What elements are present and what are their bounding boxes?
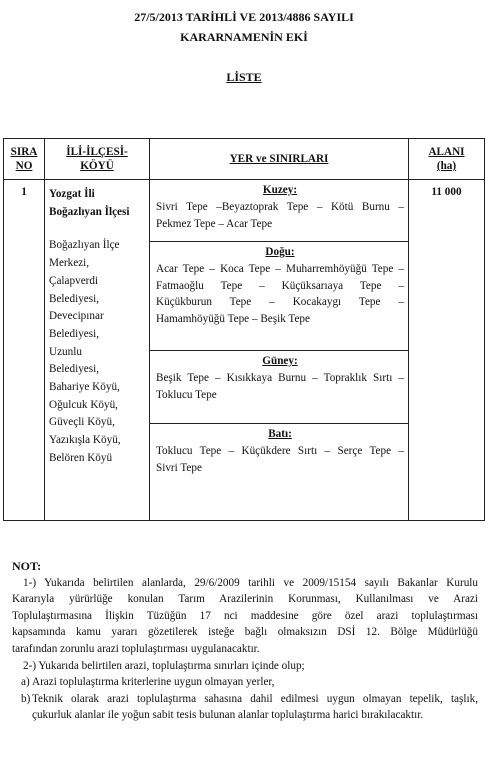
locality-line: Oğulcuk Köyü, (49, 398, 118, 411)
note-2b-line: Teknik olarak arazi toplulaştırma sahasına dahil edilmesi uygun olmayan tepelik, taşlık, (32, 692, 478, 705)
row-area: 11 000 (409, 180, 485, 521)
direction-block (150, 180, 408, 242)
direction-line: Küçükburun Tepe – Kocakaygı Tepe – (156, 296, 404, 309)
direction-block (150, 424, 408, 520)
locality-line: Belediyesi, (49, 327, 100, 340)
col-no-line1: SIRA (10, 146, 38, 158)
direction-title: Güney: (262, 355, 298, 367)
header-line-1: 27/5/2013 TARİHLİ VE 2013/4886 SAYILI (134, 10, 354, 24)
col-area-header (409, 139, 485, 180)
row-province: Yozgat İli (49, 188, 95, 200)
locality-line: Belediyesi, (49, 363, 100, 376)
col-no-line2: NO (15, 160, 33, 172)
direction-title: Doğu: (265, 246, 295, 258)
direction-line: Sivri Tepe (156, 461, 202, 474)
row-localities (49, 237, 146, 467)
direction-line: Pekmez Tepe – Acar Tepe (156, 217, 273, 230)
note-1 (12, 575, 478, 658)
locality-line: Uzunlu (49, 345, 82, 358)
col-area-line2: (ha) (436, 160, 457, 172)
col-place-header (45, 139, 150, 180)
col-place-line2: KÖYÜ (80, 160, 114, 172)
list-title: LİSTE (226, 70, 262, 84)
note-2a-label: a) (21, 676, 30, 689)
locality-line: Devecipınar (49, 310, 104, 323)
note-2: 2-) Yukarıda belirtilen arazi, toplulaştırma sınırları içinde olup; (23, 659, 305, 672)
locality-line: Yazıkışla Köyü, (49, 434, 121, 447)
table-row (4, 180, 485, 521)
note-1-line: kapsamında kamu yararı gözetilerek isteğe bağlı olmaksızın DSİ 12. Bölge Müdürlüğü (12, 626, 478, 639)
row-district: Boğazlıyan İlçesi (49, 205, 130, 218)
note-1-line: tarafından zorunlu arazi toplulaştırması uygulanacaktır. (12, 642, 260, 655)
row-place (45, 180, 150, 521)
notes-title: NOT: (12, 559, 42, 573)
direction-title: Kuzey: (262, 184, 298, 196)
col-area-line1: ALANI (428, 146, 465, 158)
direction-line: Acar Tepe – Koca Tepe – Muharremhöyüğü Tepe – (156, 262, 404, 275)
locality-line: Belediyesi, (49, 292, 100, 305)
notes-section (12, 558, 478, 724)
note-2b-label: b) (21, 692, 31, 705)
direction-line: Toklucu Tepe – Küçükdere Sırtı – Serçe Tepe – (156, 444, 404, 457)
note-2b-line: çukurluk alanlar ile yoğun sabit tesis bulunan alanlar toplulaştırma harici bırakılacaktır. (32, 709, 424, 722)
direction-line: Sivri Tepe –Beyaztoprak Tepe – Kötü Burnu – (156, 200, 404, 213)
note-1-line: Kararıyla yürürlüğe konulan Tarım Arazilerinin Korunması, Kullanılması ve Arazi (12, 593, 478, 606)
locality-line: Merkezi, (49, 257, 90, 270)
direction-line: Toklucu Tepe (156, 388, 217, 401)
direction-list (150, 180, 408, 520)
header-line-2: KARARNAMENİN EKİ (180, 30, 308, 44)
col-place-line1: İLİ-İLÇESİ- (66, 146, 128, 158)
locality-line: Belören Köyü (49, 451, 113, 464)
col-no-header (4, 139, 45, 180)
locality-line: Bahariye Köyü, (49, 381, 120, 394)
col-borders-label: YER ve SINIRLARI (229, 153, 329, 165)
direction-line: Beşik Tepe – Kısıkkaya Burnu – Topraklık Sırtı – (156, 371, 404, 384)
direction-block (150, 351, 408, 424)
parcel-table (3, 138, 485, 521)
locality-line: Güveçli Köyü, (49, 416, 115, 429)
direction-line: Fatmaoğlu Tepe – Küçüksarıaya Tepe – (156, 279, 404, 292)
locality-line: Boğazlıyan İlçe (49, 239, 120, 252)
direction-title: Batı: (268, 428, 292, 440)
col-borders-header (150, 139, 409, 180)
note-2b-text (32, 691, 478, 724)
row-borders (150, 180, 409, 521)
locality-line: Çalapverdi (49, 274, 99, 287)
note-1-line: Toplulaştırmasına İlişkin Tüzüğün 17 nci maddesine göre özel arazi toplulaştırması (12, 609, 478, 622)
note-2a-text: Arazi toplulaştırma kriterlerine uygun olmayan yerler, (32, 676, 275, 689)
row-no: 1 (4, 180, 45, 521)
table-header-row (4, 139, 485, 180)
direction-block (150, 242, 408, 351)
direction-line: Hamamhöyüğü Tepe – Beşik Tepe (156, 313, 310, 326)
note-2a (12, 674, 478, 691)
note-2b (12, 691, 478, 724)
note-1-line: 1-) Yukarıda belirtilen alanlarda, 29/6/2009 tarihli ve 2009/15154 sayılı Bakanlar Kurulu (23, 576, 478, 589)
